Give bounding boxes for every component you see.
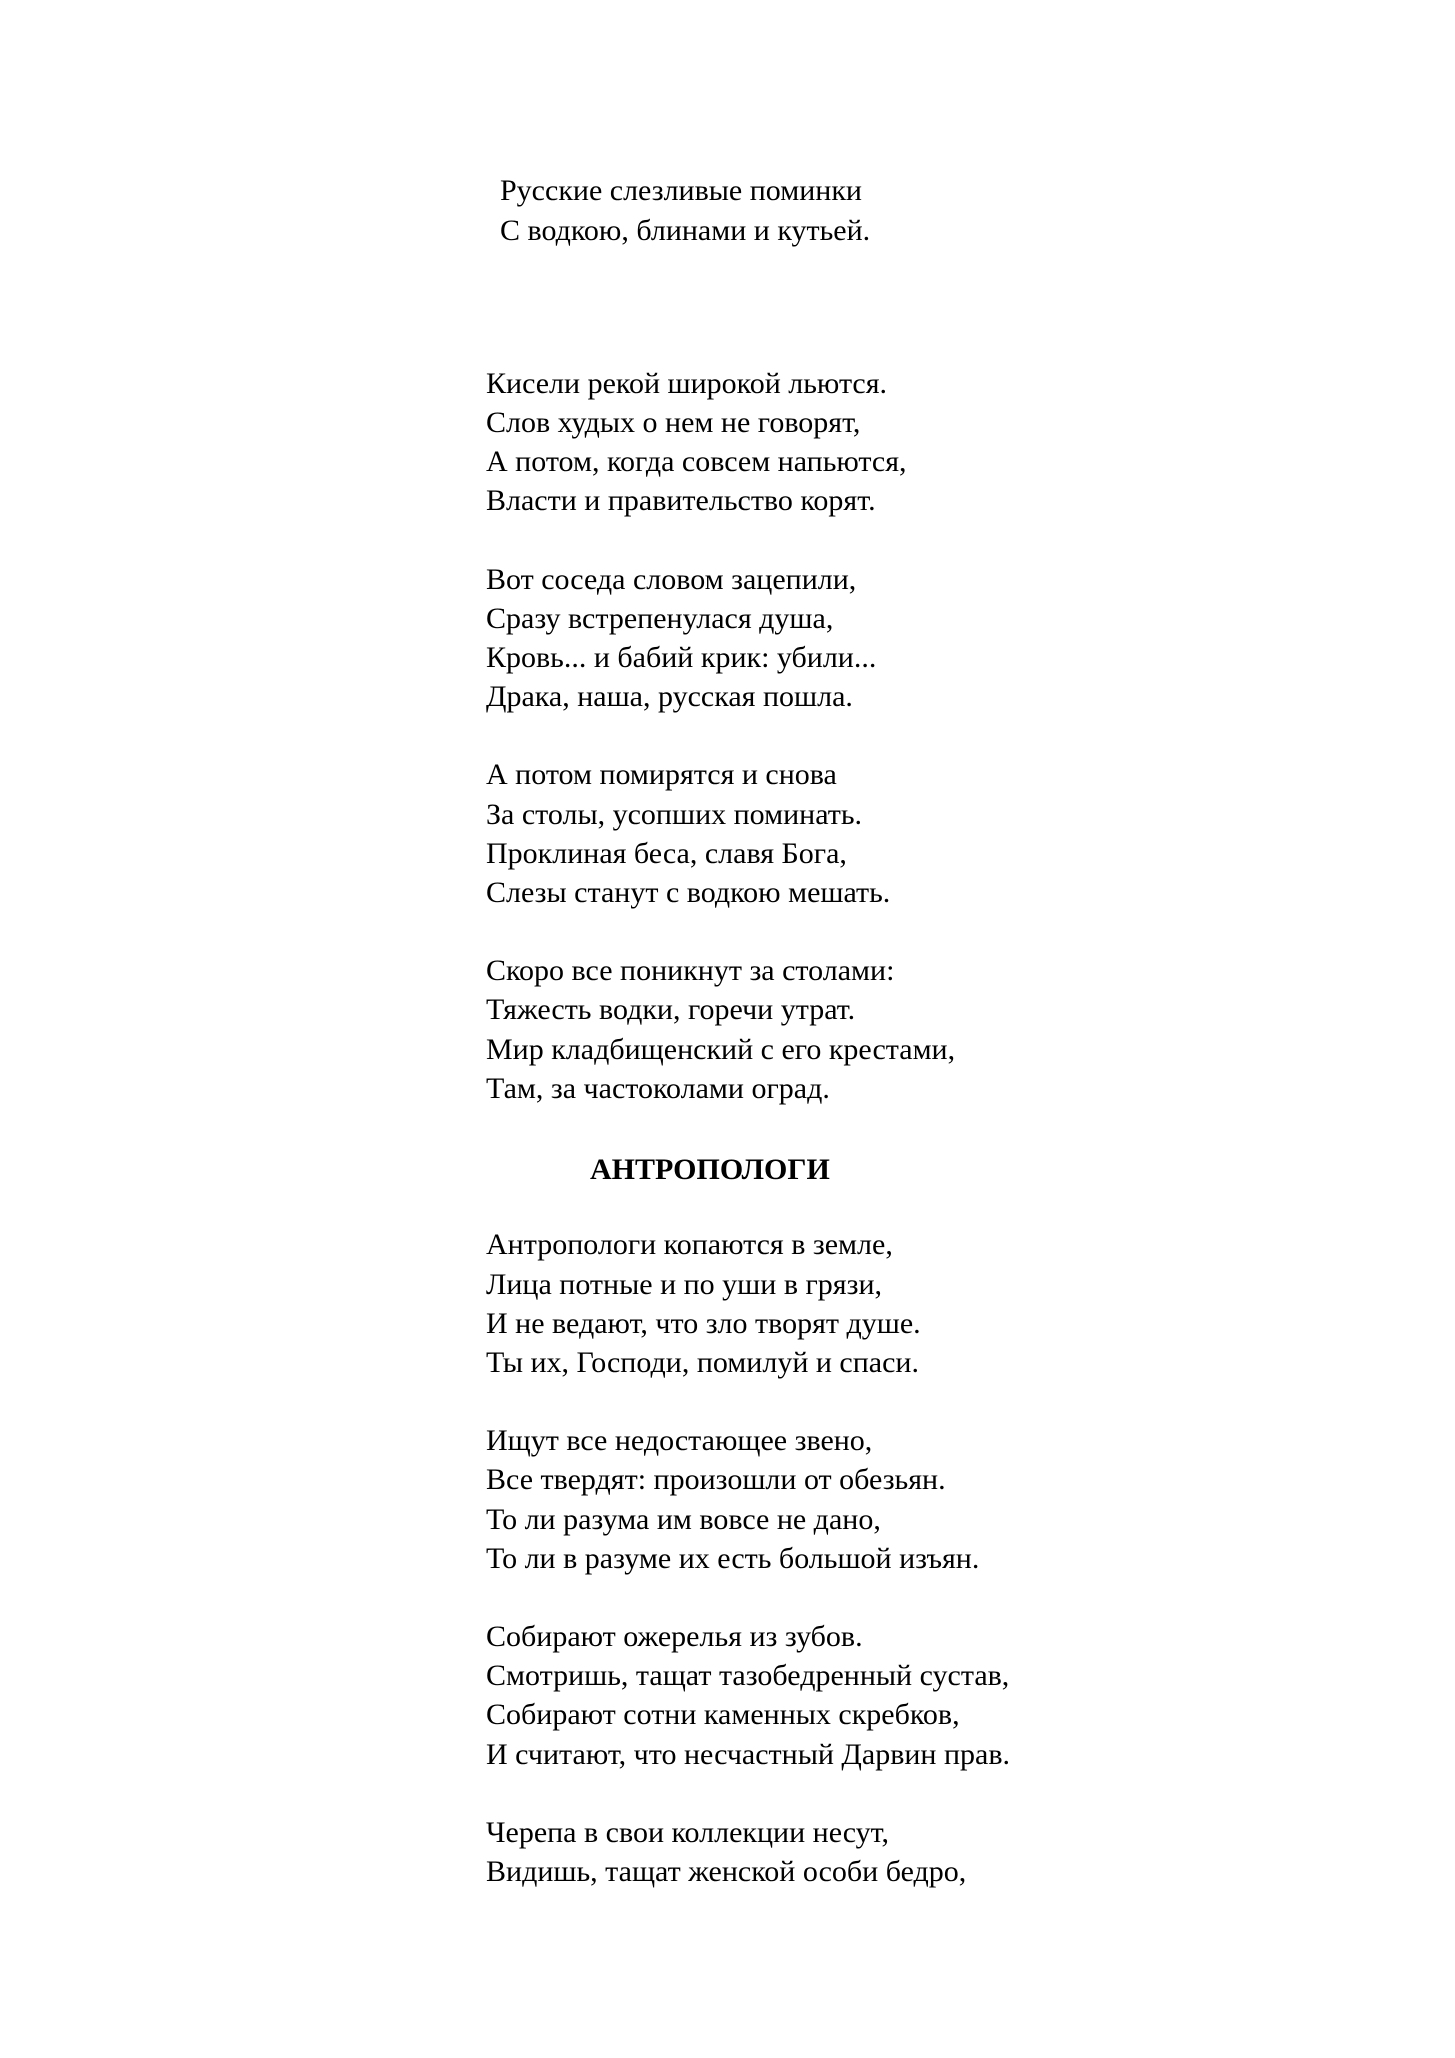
poem1-s1-l1: Кисели рекой широкой льются. (486, 367, 888, 400)
poem1-s4-l3: Мир кладбищенский с его крестами, (486, 1033, 956, 1066)
poem2-s2-l2: Все твердят: произошли от обезьян. (486, 1463, 946, 1496)
poem2-s3-l3: Собирают сотни каменных скребков, (486, 1698, 960, 1731)
intro-line-2: С водкою, блинами и кутьей. (500, 214, 871, 247)
poem2-s3-l1: Собирают ожерелья из зубов. (486, 1620, 863, 1653)
poem2-s4-l1: Черепа в свои коллекции несут, (486, 1816, 890, 1849)
poem1-s2-l2: Сразу встрепенулася душа, (486, 602, 834, 635)
poem1-s2-l1: Вот соседа словом зацепили, (486, 563, 857, 596)
poem2-s1-l1: Антропологи копаются в земле, (486, 1228, 893, 1261)
poem2-s2-l3: То ли разума им вовсе не дано, (486, 1503, 881, 1536)
poem1-s3-l1: А потом помирятся и снова (486, 758, 837, 791)
poem1-s4-l4: Там, за частоколами оград. (486, 1072, 830, 1105)
poem1-s1-l3: А потом, когда совсем напьются, (486, 445, 907, 478)
poem1-s4-l2: Тяжесть водки, горечи утрат. (486, 993, 856, 1026)
intro-line-1: Русские слезливые поминки (500, 174, 862, 207)
poem2-s4-l2: Видишь, тащат женской особи бедро, (486, 1855, 967, 1888)
poem1-s2-l3: Кровь... и бабий крик: убили... (486, 641, 877, 674)
poem1-s3-l2: За столы, усопших поминать. (486, 798, 863, 831)
poem1-s1-l4: Власти и правительство корят. (486, 484, 876, 517)
poem1-s3-l3: Проклиная беса, славя Бога, (486, 837, 847, 870)
poem1-s2-l4: Драка, наша, русская пошла. (486, 680, 853, 713)
poem2-s2-l1: Ищут все недостающее звено, (486, 1424, 873, 1457)
poem2-s3-l4: И считают, что несчастный Дарвин прав. (486, 1738, 1011, 1771)
poem1-s1-l2: Слов худых о нем не говорят, (486, 406, 861, 439)
poem2-s1-l4: Ты их, Господи, помилуй и спаси. (486, 1346, 919, 1379)
poem2-s2-l4: То ли в разуме их есть большой изъян. (486, 1542, 980, 1575)
poem1-s3-l4: Слезы станут с водкою мешать. (486, 876, 891, 909)
poem2-s1-l3: И не ведают, что зло творят душе. (486, 1307, 921, 1340)
poem2-title: АНТРОПОЛОГИ (590, 1153, 830, 1186)
poem2-s1-l2: Лица потные и по уши в грязи, (486, 1268, 883, 1301)
poem1-s4-l1: Скоро все поникнут за столами: (486, 954, 895, 987)
poem2-s3-l2: Смотришь, тащат тазобедренный сустав, (486, 1659, 1010, 1692)
